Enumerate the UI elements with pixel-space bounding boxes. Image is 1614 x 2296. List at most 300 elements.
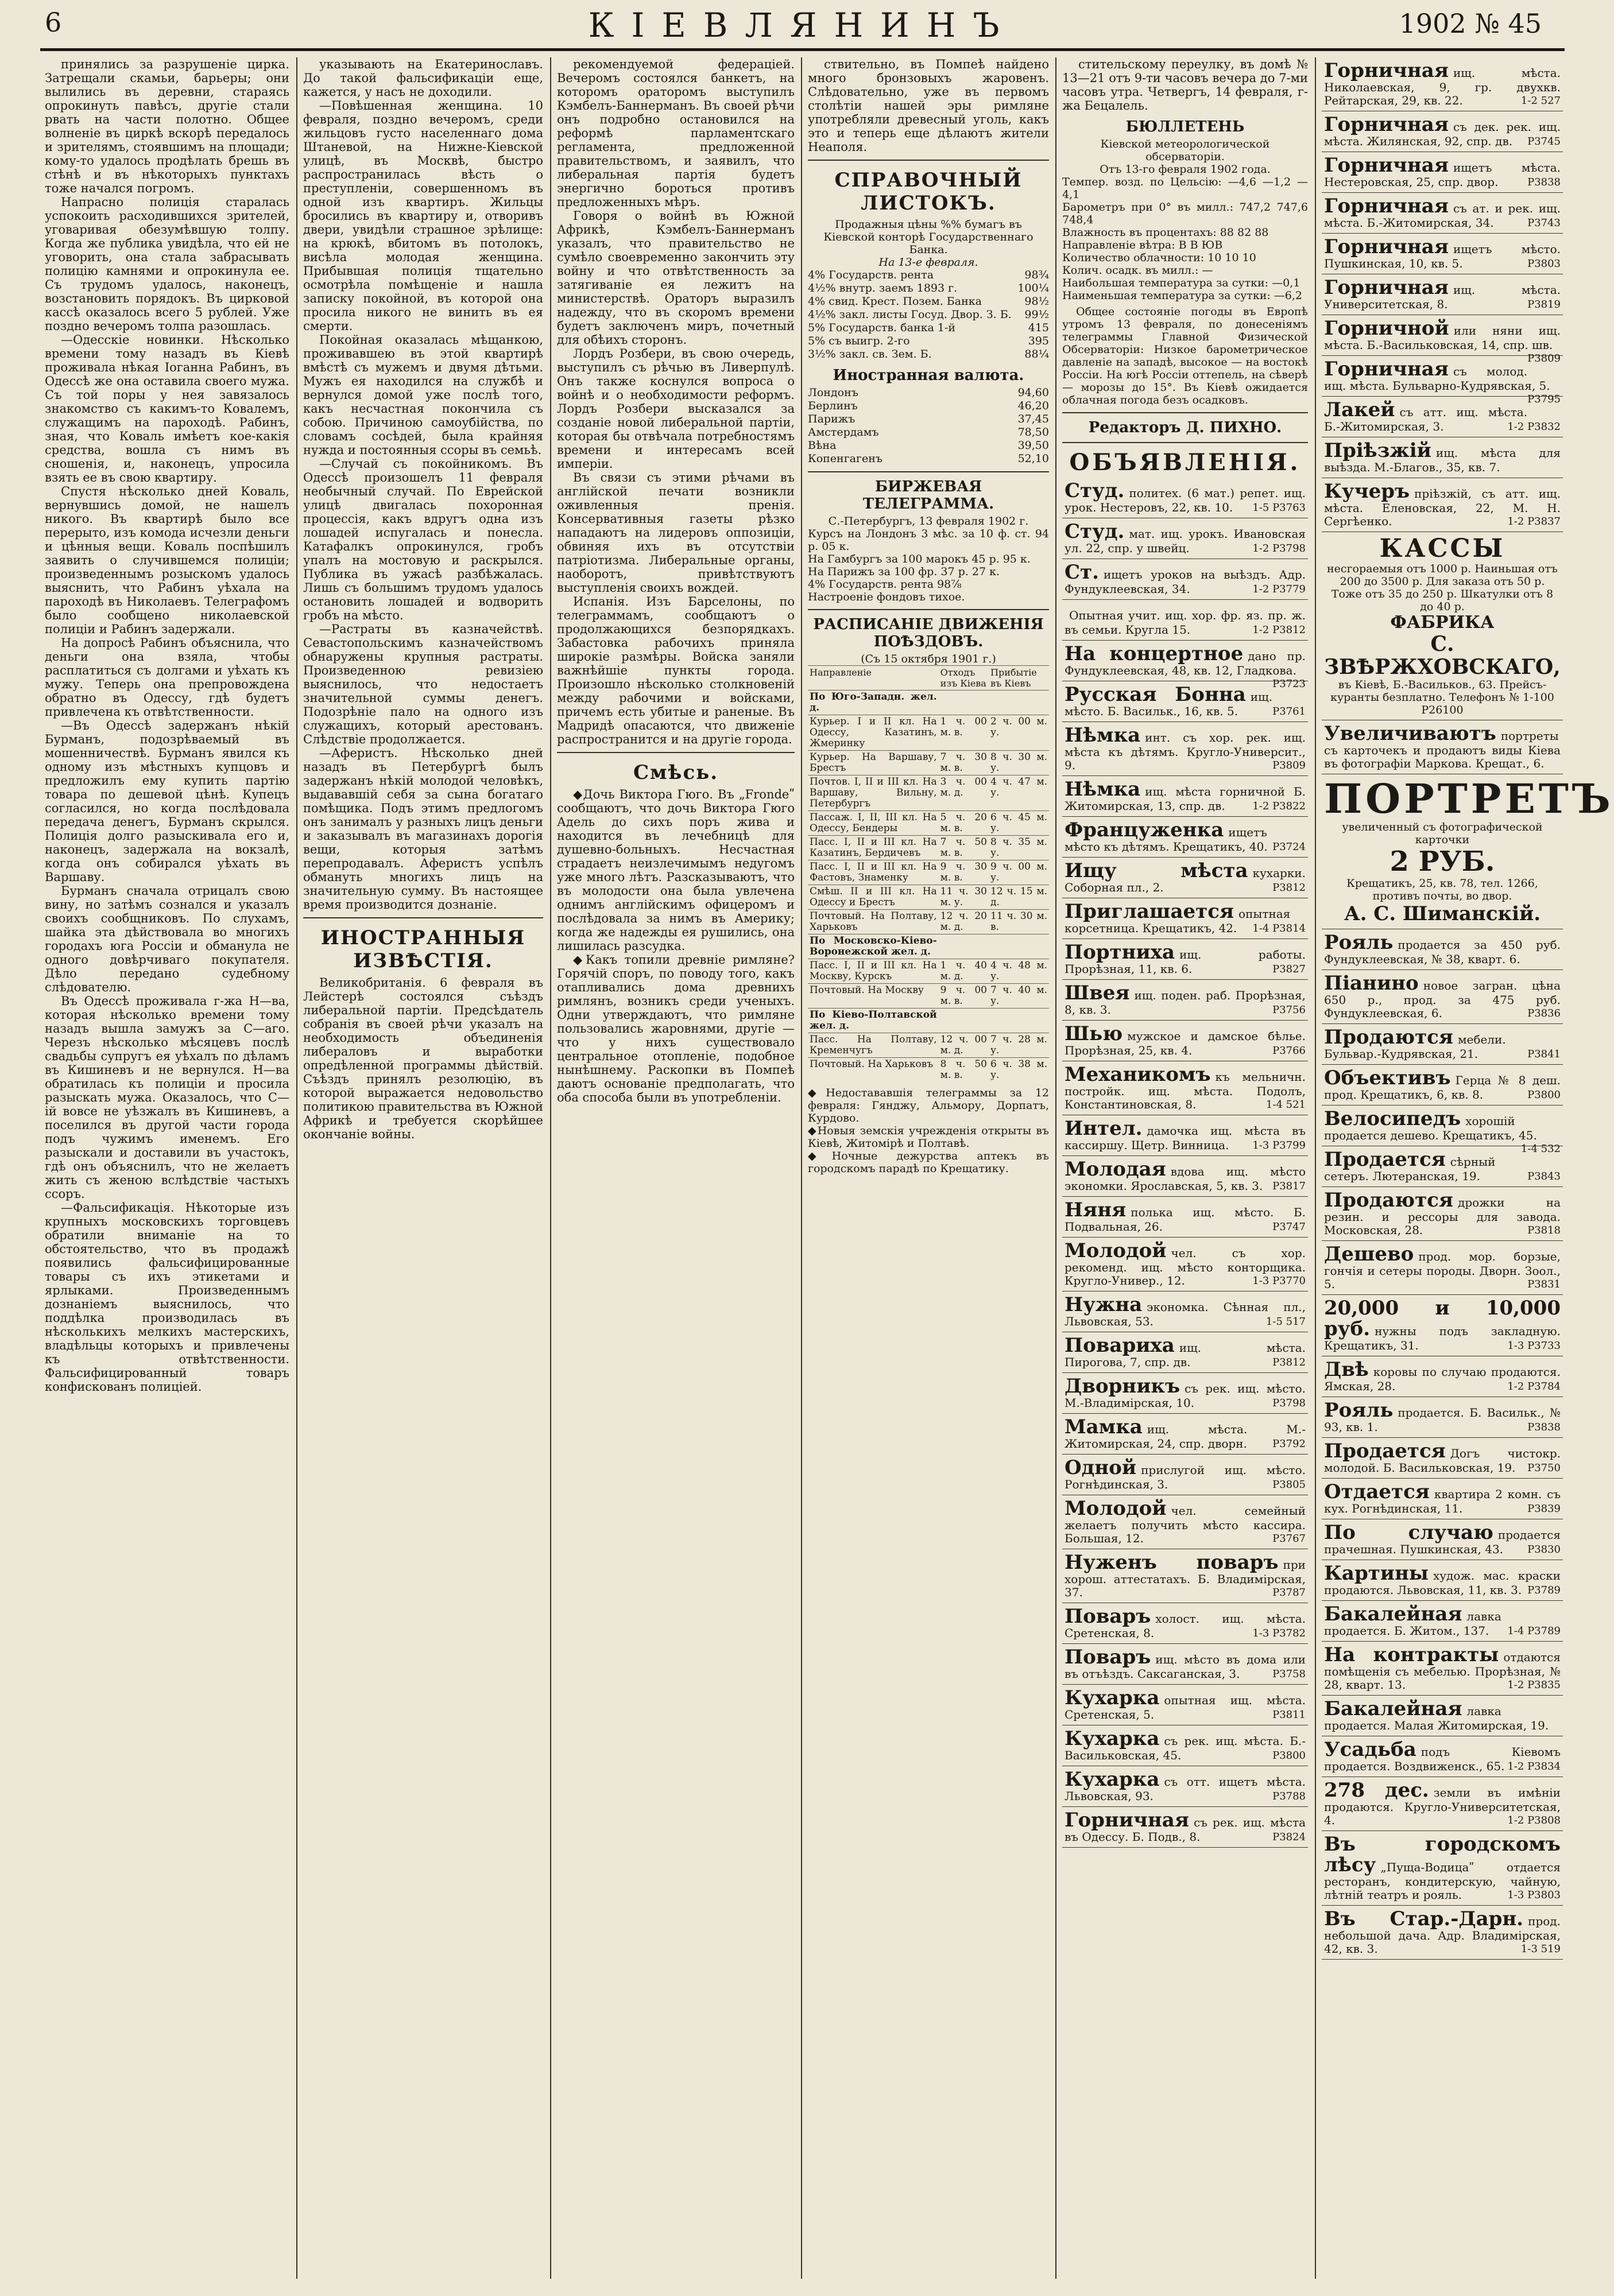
bulletin-heading: БЮЛЛЕТЕНЬ	[1125, 118, 1245, 135]
advertisements-list-top	[1322, 57, 1563, 532]
ad-text: лавка продается. Малая Житомирская, 19.	[1324, 1704, 1549, 1732]
ad-keyword: Продается	[1324, 1148, 1446, 1171]
ad-code: 1-3 519	[1520, 1943, 1561, 1955]
article-paragraph: Испанія. Изъ Барселоны, по телеграммамъ, сообщаютъ о продолжающихся безпорядкахъ. Забастовка рабочихъ приняла широкіе размѣры. Войска заняли важнѣйшіе пункты города. Произошло нѣсколько столкновеній между рабочими и войсками, причемъ есть убитые и раненые. Въ Мадридѣ опасаются, что движеніе распространится и на другіе города.	[557, 595, 795, 746]
ad-keyword: Портниха	[1065, 941, 1175, 964]
ad-keyword: Молодой	[1065, 1239, 1167, 1262]
article-paragraph: —Фальсификація. Нѣкоторые изъ крупныхъ московскихъ торговцевъ обратили вниманіе на то обстоятельство, что въ продажѣ появились фальсифицированные товары съ ихъ этикетами и ярлыками. Произведеннымъ дознаніемъ выяснилось, что поддѣлка производилась въ нѣсколькихъ мелкихъ мастерскихъ, владѣльцы которыхъ и привлечены къ отвѣтственности. Фальсифицированный товаръ конфискованъ полиціей.	[45, 1201, 289, 1394]
note-item: ◆Недостававшія телеграммы за 12 февраля: Гянджу, Альмору, Дорпатъ, Курдово.	[808, 1087, 1049, 1124]
table-cell-route: Пасс. І, ІІ и ІІІ кл. На Казатинъ, Бердичевъ	[808, 836, 939, 860]
ad-keyword: Объективъ	[1324, 1066, 1451, 1089]
ad-keyword: Горничной	[1324, 317, 1449, 340]
table-row	[808, 934, 1049, 959]
advertisement	[1322, 315, 1563, 364]
table-cell-route: Пасс. І, ІІ и ІІІ кл. На Фастовъ, Знаменку	[808, 860, 939, 885]
ad-code: 1-2 P3784	[1507, 1380, 1561, 1393]
ad-code: P3800	[1527, 1089, 1561, 1101]
ad-code: P3824	[1272, 1831, 1306, 1843]
bulletin-lines	[1062, 176, 1308, 302]
ad-code: 1-4 521	[1265, 1099, 1306, 1111]
column-5	[1062, 57, 1308, 2285]
safes-advertisement	[1322, 532, 1563, 720]
table-row	[808, 885, 1049, 910]
bulletin-line: Наибольшая температура за сутки: —0,1	[1062, 277, 1301, 289]
ad-text: новое загран. цѣна 650 р., прод. за 475 руб. Фундуклеевская, 6.	[1324, 979, 1561, 1020]
ad-text: прод. мор. борзые, гончія и сетеры породы. Дворн. Зоол., 5.	[1324, 1250, 1561, 1291]
advertisement	[1322, 437, 1563, 478]
ad-code: 1-2 527	[1520, 95, 1561, 107]
ad-text: чел. съ хор. рекоменд. ищ. мѣсто конторщика. Кругло-Универ., 12.	[1065, 1246, 1306, 1287]
advertisement	[1062, 1603, 1308, 1644]
column-4-articles	[808, 57, 1049, 154]
ad-text: съ рек. ищ. мѣсто. М.-Владимірская, 10.	[1065, 1382, 1306, 1410]
reference-subheading: Продажныя цѣны %% бумагъ въ Кіевской конторѣ Государственнаго Банка.	[823, 218, 1034, 256]
rate-value: 37,45	[1017, 413, 1049, 425]
advertisement	[1322, 1642, 1563, 1696]
advertisement	[1322, 1065, 1563, 1106]
bulletin-line: Наименьшая температура за сутки: —6,2	[1062, 289, 1303, 302]
ad-code: 1-2 P3798	[1252, 542, 1306, 554]
advertisement	[1322, 1356, 1563, 1397]
exchange-heading: БИРЖЕВАЯ ТЕЛЕГРАММА.	[862, 478, 994, 513]
bulletin-line: Влажность въ процентахъ: 88 82 88	[1062, 226, 1269, 239]
ad-keyword: Француженка	[1065, 819, 1224, 841]
ad-keyword: На контракты	[1324, 1643, 1499, 1666]
article-paragraph: рекомендуемой федераціей. Вечеромъ состоялся банкетъ, на которомъ ораторомъ выступилъ Кэмбелъ-Баннерманъ. Въ своей рѣчи онъ подробно остановился на реформѣ парламентскаго регламента, предложенной правительствомъ, и заявилъ, что либеральная партія будетъ энергично бороться противъ предложенныхъ мѣръ.	[557, 57, 795, 209]
issue-number: 1902 № 45	[1399, 8, 1542, 39]
advertisement	[1062, 980, 1308, 1021]
table-cell-route: Почтовый. На Полтаву, Харьковъ	[808, 910, 939, 934]
safes-text: несгораемыя отъ 1000 р. Наиньшая отъ 200 до 3500 р. Для заказа отъ 50 р. Тоже отъ 35 до 250 р. Шкатулки отъ 8 до 40 р.	[1327, 563, 1558, 613]
ad-code: P3839	[1527, 1503, 1561, 1515]
portrait-text: увеличенный съ фотографической карточки	[1342, 821, 1543, 846]
portrait-title: ПОРТРЕТЪ	[1324, 775, 1614, 823]
article-paragraph: —Случай съ покойникомъ. Въ Одессѣ произошелъ 11 февраля необычный случай. По Еврейской улицѣ двигалась похоронная процессія, какъ вдругъ одна изъ лошадей испугалась и понесла. Катафалкъ опрокинулся, гробъ упалъ на мостовую и раскрылся. Публика въ ужасѣ разбѣжалась. Лишь съ большимъ трудомъ удалось остановить лошадей и водворить гробъ на мѣсто.	[303, 457, 543, 622]
advertisement	[1322, 152, 1563, 193]
ad-keyword: Горничная	[1324, 59, 1449, 82]
advertisement	[1062, 478, 1308, 518]
article-paragraph: ◆Какъ топили древніе римляне? Горячій споръ, по поводу того, какъ отапливались дома древнихъ римлянъ, возникъ среди ученыхъ. Одни утверждаютъ, что римляне пользовались жаровнями, другіе — что у нихъ существовало центральное отопленіе, подобное нынѣшнему. Раскопки въ Помпеѣ даютъ основаніе предполагать, что оба способа были въ употребленіи.	[557, 953, 795, 1104]
foreign-news-heading: ИНОСТРАННЫЯ ИЗВѢСТІЯ.	[320, 926, 526, 972]
masthead-title: КІЕВЛЯНИНЪ	[588, 6, 1017, 45]
ad-text: инт. съ хор. рек. ищ. мѣста къ дѣтямъ. Кругло-Университ., 9.	[1065, 731, 1306, 772]
table-cell-route: Пасс. На Полтаву, Кременчугъ	[808, 1033, 939, 1058]
rate-row	[808, 413, 1049, 426]
table-cell-dep: 9 ч. 30 м. в.	[939, 860, 989, 885]
rate-name: Вѣна	[808, 439, 837, 452]
ad-code: P3756	[1272, 1004, 1306, 1016]
ad-text: ищ. мѣсто. Б. Васильк., 16, кв. 5.	[1065, 690, 1273, 718]
miscellany-heading: Смѣсь.	[633, 761, 719, 784]
bulletin-line: Направленіе вѣтра: В В ЮВ	[1062, 239, 1223, 251]
ad-code: 1-3 P3733	[1507, 1340, 1561, 1352]
advertisement	[1322, 1438, 1563, 1479]
table-cell-arr: 12 ч. 15 м. д.	[989, 885, 1049, 910]
reference-heading: СПРАВОЧНЫЙ ЛИСТОКЪ.	[834, 169, 1023, 215]
ad-text: чел. семейный желаетъ получить мѣсто кассира. Большая, 12.	[1065, 1504, 1306, 1545]
rate-value: 39,50	[1017, 439, 1049, 452]
rate-name: 5% Государств. банка 1-й	[808, 321, 955, 334]
exchange-line: Настроеніе фондовъ тихое.	[808, 591, 965, 603]
article-paragraph: —Растраты въ казначействѣ. Севастопольскимъ казначействомъ обнаружены крупныя растраты. Произведенною ревизіею выяснилось, что недостаетъ значительной суммы денегъ. Подозрѣніе пало на одного изъ служащихъ, который арестованъ. Слѣдствіе продолжается.	[303, 622, 543, 746]
rate-row	[808, 452, 1049, 466]
table-header: Отходъ изъ Кіева	[939, 666, 989, 691]
table-cell-arr: 4 ч. 47 м. у.	[989, 775, 1049, 811]
column-separator	[550, 57, 551, 2279]
ad-keyword: Ст.	[1065, 561, 1099, 584]
ad-keyword: Нужна	[1065, 1293, 1143, 1316]
exchange-lines	[808, 528, 1049, 603]
article-paragraph: Бурманъ сначала отрицалъ свою вину, но затѣмъ сознался и указалъ своихъ сообщниковъ. По слухамъ, шайка эта дѣйствовала во многихъ городахъ юга Россіи и обманула не одного довѣрчиваго покупателя. Дѣло передано судебному слѣдователю.	[45, 884, 289, 994]
advertisement	[1062, 1725, 1308, 1766]
article-paragraph: Спустя нѣсколько дней Коваль, вернувшись домой, не нашелъ никого. Въ квартирѣ было все перерыто, изъ комода исчезли деньги и цѣнныя вещи. Коваль поспѣшилъ заявить о случившемся полиціи; произведеннымъ розыскомъ удалось выяснить, что Рабинъ уѣхала на пароходѣ въ Николаевъ. Телеграфомъ было сообщено николаевской полиціи и Рабинъ задержали.	[45, 484, 289, 636]
ad-keyword: Интел.	[1065, 1117, 1143, 1140]
ad-text: опытная ищ. мѣста. Сретенская, 5.	[1065, 1693, 1306, 1721]
advertisement	[1322, 478, 1563, 532]
exchange-line: 4% Государств. рента 98⅞	[808, 578, 962, 591]
table-cell-route: По Московско-Кіево-Воронежской жел. д.	[808, 934, 939, 959]
ad-text: мебели. Бульвар.-Кудрявская, 21.	[1324, 1033, 1506, 1061]
rate-value: 46,20	[1017, 400, 1049, 412]
advertisement	[1062, 1455, 1308, 1495]
ad-code: 1-2 P3812	[1252, 624, 1306, 636]
table-cell-arr: 7 ч. 28 м. у.	[989, 1033, 1049, 1058]
bulletin-date: Отъ 13-го февраля 1902 года.	[1100, 163, 1271, 176]
advertisement	[1062, 817, 1308, 858]
table-cell-route: Курьер. На Варшаву, Брестъ	[808, 751, 939, 775]
ad-text: холост. ищ. мѣста. Сретенская, 8.	[1065, 1612, 1306, 1640]
column-2-articles	[303, 57, 543, 912]
note-item: ◆Новыя земскія учрежденія открыты въ Кіевѣ, Житомірѣ и Полтавѣ.	[808, 1124, 1049, 1150]
advertisement	[1062, 1156, 1308, 1197]
ad-keyword: По случаю	[1324, 1521, 1493, 1544]
advertisement	[1062, 559, 1308, 600]
advertisement	[1322, 1479, 1563, 1519]
ad-code: P3841	[1527, 1048, 1561, 1060]
ad-code: P3843	[1527, 1170, 1561, 1182]
ad-text: съ дек. рек. ищ. мѣста. Жилянская, 92, спр. дв.	[1324, 120, 1561, 148]
ad-keyword: Кухарка	[1065, 1686, 1160, 1709]
table-cell-arr: 11 ч. 30 м. в.	[989, 910, 1049, 934]
divider	[808, 471, 1049, 472]
rate-row	[808, 295, 1049, 308]
advertisement	[1062, 776, 1308, 817]
ad-text: съ ат. и рек. ищ. мѣста. Б.-Житомирская, 34.	[1324, 201, 1561, 230]
ad-code: P3812	[1272, 1356, 1306, 1368]
ad-text: съ рек. ищ. мѣста. Б.-Васильковская, 45.	[1065, 1734, 1306, 1762]
ad-text: ищетъ уроков на выѣздъ. Адр. Фундуклеевская, 34.	[1065, 568, 1306, 596]
ad-text: прислугой ищ. мѣсто. Рогнѣдинская, 3.	[1065, 1463, 1306, 1491]
bulletin-line: Темпер. возд. по Цельсію: —4,6 —1,2 —4,1	[1062, 176, 1308, 201]
article-paragraph: —Повѣшенная женщина. 10 февраля, поздно вечеромъ, среди жильцовъ густо населеннаго дома Штаневой, на Нижне-Кіевской улицѣ, въ Москвѣ, быстро распространилась вѣсть о преступленіи, совершенномъ въ одной изъ квартиръ. Жильцы бросились въ квартиру и, отворивъ двери, увидѣли страшное зрѣлище: на крюкѣ, вбитомъ въ потолокъ, висѣла молодая женщина. Прибывшая полиція тщательно осмотрѣла помѣщеніе и нашла записку покойной, въ которой она просила никого не винить въ ея смерти.	[303, 99, 543, 333]
ad-code: P3743	[1527, 217, 1561, 229]
train-schedule-heading: РАСПИСАНІЕ ДВИЖЕНІЯ ПОѢЗДОВЪ.	[813, 616, 1044, 650]
rate-value: 100¼	[1017, 282, 1049, 294]
ad-text: полька ищ. мѣсто. Б. Подвальная, 26.	[1065, 1205, 1306, 1234]
ad-keyword: Горничная	[1324, 195, 1449, 218]
ad-text: Опытная учит. ищ. хор. фр. яз. пр. ж. въ семьи. Кругла 15.	[1065, 608, 1306, 637]
column-separator	[296, 57, 297, 2279]
divider	[1062, 442, 1308, 443]
ad-keyword: Продается	[1324, 1440, 1446, 1463]
note-item: ◆Ночные дежурства аптекъ въ городскомъ парадѣ по Крещатику.	[808, 1150, 1049, 1175]
advertisement	[1322, 111, 1563, 152]
ad-keyword: Рояль	[1324, 931, 1394, 954]
ad-code: P3724	[1272, 841, 1306, 853]
ad-code: 1-5 P3763	[1252, 502, 1306, 514]
rate-name: 3½% закл. св. Зем. Б.	[808, 348, 932, 360]
ad-keyword: Поваръ	[1065, 1646, 1151, 1669]
ad-text: „Пуща-Водицаʺ отдается ресторанъ, кондитерскую, чайную, лѣтній театръ и рояль.	[1324, 1860, 1561, 1902]
bulletin-line: Колич. осадк. въ милл.: —	[1062, 264, 1213, 277]
ad-code: P3800	[1272, 1750, 1306, 1762]
table-cell-route: Пассаж. І, ІІ, ІІІ кл. На Одессу, Бендеры	[808, 811, 939, 836]
ad-text: коровы по случаю продаются. Ямская, 28.	[1324, 1365, 1561, 1393]
ad-keyword: Двѣ	[1324, 1358, 1369, 1381]
ad-code: P3761	[1272, 705, 1306, 718]
rate-name: 5% съ выигр. 2-го	[808, 335, 910, 347]
ad-code: 1-2 P3822	[1252, 800, 1306, 812]
advertisement	[1322, 274, 1563, 315]
advertisement	[1062, 681, 1308, 722]
ad-code: P3798	[1272, 1397, 1306, 1409]
page-number: 6	[45, 7, 62, 38]
table-cell-route: Почтовый. На Харьковъ	[808, 1058, 939, 1083]
ad-code: P3811	[1272, 1709, 1306, 1721]
advertisement	[1322, 1777, 1563, 1831]
ad-code: 1-3 P3803	[1507, 1889, 1561, 1901]
ad-keyword: Отдается	[1324, 1480, 1430, 1503]
article-paragraph: принялись за разрушеніе цирка. Затрещали скамьи, барьеры; они вылились въ деревни, стараясь опрокинуть павѣсъ, другіе стали рвать на части полотно. Общее волненіе въ циркѣ вскорѣ передалось и зрителямъ, стоявшимъ на площади; кому-то удалось продѣлать брешь въ стѣнѣ и въ нѣкоторыхъ пунктахъ тоже начался погромъ.	[45, 57, 289, 195]
factory-address: въ Кіевѣ, Б.-Васильков., 63. Прейсъ-куранты безплатно. Телефонъ № 1-100 P26100	[1330, 678, 1554, 716]
ad-keyword: Горничная	[1324, 358, 1449, 381]
ad-text: земли въ имѣніи продаются. Кругло-Университетская, 4.	[1324, 1786, 1561, 1827]
article-paragraph: Напрасно полиція старалась успокоить расходившихся зрителей, уговаривая обезумѣвшую толпу. Когда же публика увидѣла, что ей не уговорить, она стала забрасывать полицію камнями и опрокинула ее. Съ трудомъ удалось, наконецъ, возстановить порядокъ. Въ цирковой кассѣ оказалось всего 5 рублей. Уже поздно вечеромъ толпа разошлась.	[45, 195, 289, 333]
rate-value: 98¾	[1024, 269, 1049, 281]
column-3-articles	[557, 57, 795, 746]
miscellany-articles	[557, 788, 795, 1104]
bulletin-line: Барометръ при 0° въ милл.: 747,2 747,6 748,4	[1062, 201, 1308, 226]
notes-list	[808, 1087, 1049, 1175]
advertisement	[1322, 1106, 1563, 1155]
ad-text: дано пр. Фундуклеевская, 48, кв. 12, Гладкова.	[1065, 649, 1306, 677]
column-separator	[801, 57, 802, 2279]
ad-code: P3758	[1272, 1668, 1306, 1680]
advertisement	[1322, 929, 1563, 970]
article-paragraph: Покойная оказалась мѣщанкою, проживавшею въ этой квартирѣ вмѣстѣ съ мужемъ и двумя дѣтьми. Мужъ ея находился на службѣ и вернулся домой уже послѣ того, какъ несчастная покончила съ собою. Причиною самоубійства, по словамъ сосѣдей, была крайняя нужда и постоянныя ссоры въ семьѣ.	[303, 333, 543, 457]
advertisement	[1062, 1766, 1308, 1807]
train-schedule-subheading: (Съ 15 октября 1901 г.)	[861, 653, 996, 665]
advertisement	[1322, 234, 1563, 274]
column-separator	[1315, 57, 1316, 2279]
ad-code: 1-2 P3834	[1507, 1760, 1561, 1773]
rate-value: 395	[1028, 335, 1049, 347]
table-row	[808, 691, 1049, 715]
rate-row	[808, 348, 1049, 361]
ad-keyword: Няня	[1065, 1199, 1127, 1221]
table-cell-dep: 9 ч. 00 м. в.	[939, 984, 989, 1009]
ad-code: 1-4 532	[1520, 1143, 1561, 1155]
divider	[808, 160, 1049, 161]
ad-code: P3767	[1272, 1533, 1306, 1545]
foreign-news-articles	[303, 976, 543, 1141]
advertisement	[1322, 57, 1563, 111]
rate-row	[808, 282, 1049, 295]
advertisement	[1062, 518, 1308, 559]
article-paragraph: указывають на Екатеринославъ. До такой фальсификаціи еще, кажется, у насъ не доходили.	[303, 57, 543, 99]
table-cell-arr: 4 ч. 48 м. у.	[989, 959, 1049, 984]
ad-text: худож. мас. краски продаются. Львовская, 11, кв. 3.	[1324, 1569, 1561, 1597]
rate-name: Парижъ	[808, 413, 856, 425]
ad-keyword: 20,000 и 10,000 руб.	[1324, 1297, 1561, 1340]
table-cell-dep	[939, 934, 989, 959]
article-paragraph: ◆Дочь Виктора Гюго. Въ „Frondeʺ сообщаютъ, что дочь Виктора Гюго Адель до сихъ поръ жива и находится въ лечебницѣ для душевно-больныхъ. Несчастная страдаетъ неизлечимымъ недугомъ уже много лѣтъ. Разсказываютъ, что въ молодости она была увлечена однимъ англійскимъ офицеромъ и послѣдовала за нимъ въ Америку; когда же надежды ея рушились, она лишилась разсудка.	[557, 788, 795, 953]
table-cell-arr	[989, 934, 1049, 959]
rate-row	[808, 308, 1049, 321]
ad-text: съ отт. ищетъ мѣста. Львовская, 93.	[1065, 1775, 1306, 1803]
ad-keyword: Велосипедъ	[1324, 1107, 1461, 1130]
ad-text: при хорош. аттестатахъ. Б. Владимірская, 37.	[1065, 1558, 1306, 1599]
advertisements-list	[1062, 478, 1308, 1848]
piano-maker-name: А. С. Шиманскій.	[1344, 902, 1541, 925]
ad-text: ищетъ мѣсто. Пушкинская, 10, кв. 5.	[1324, 242, 1561, 270]
rate-value: 78,50	[1017, 426, 1049, 439]
factory-title: ФАБРИКА	[1390, 612, 1495, 633]
table-cell-route: Почтов. І, ІІ и ІІІ кл. На Варшаву, Вильну, Петербургъ	[808, 775, 939, 811]
table-cell-dep	[939, 1009, 989, 1033]
divider	[1062, 412, 1308, 413]
ad-text: продается за 450 руб. Фундуклеевская, № 38, кварт. 6.	[1324, 938, 1561, 966]
column-4	[808, 57, 1049, 2285]
rate-name: 4% Государств. рента	[808, 269, 934, 281]
table-row	[808, 751, 1049, 775]
ad-code: P3809	[1272, 759, 1306, 771]
table-cell-dep: 5 ч. 20 м. в.	[939, 811, 989, 836]
ad-code: P3795	[1527, 393, 1561, 405]
ad-keyword: 278 дес.	[1324, 1779, 1429, 1802]
portrait-address: Крещатикъ, 25, кв. 78, тел. 1266, противъ почты, во двор.	[1346, 877, 1538, 902]
advertisement	[1062, 1807, 1308, 1848]
ad-code: 1-2 P3835	[1507, 1679, 1561, 1691]
table-cell-dep	[939, 691, 989, 715]
ad-keyword: Нуженъ поваръ	[1065, 1551, 1279, 1574]
currency-rates-list	[808, 386, 1049, 466]
advertisement	[1062, 641, 1308, 690]
advertisements-heading: ОБЪЯВЛЕНІЯ.	[1069, 449, 1301, 476]
table-cell-arr: 8 ч. 35 м. у.	[989, 836, 1049, 860]
ad-code: P3803	[1527, 258, 1561, 270]
ad-text: лавка продается. Б. Житом., 137.	[1324, 1609, 1501, 1638]
column-1-articles	[45, 57, 289, 1394]
rate-row	[808, 386, 1049, 400]
rate-name: Копенгагенъ	[808, 452, 883, 465]
ad-text: ищ. мѣста. М.-Житомирская, 24, спр. дворн.	[1065, 1422, 1306, 1450]
ad-code: 1-5 517	[1265, 1316, 1306, 1328]
table-cell-arr: 2 ч. 00 м. у.	[989, 715, 1049, 751]
ad-code: P3838	[1527, 1421, 1561, 1433]
ad-text: ищ. мѣста. Пирогова, 7, спр. дв.	[1065, 1341, 1306, 1369]
ad-keyword: Кухарка	[1065, 1727, 1160, 1750]
article-paragraph: Говоря о войнѣ въ Южной Африкѣ, Кэмбелъ-Баннерманъ указалъ, что правительство не сумѣло своевременно закончить эту войну и что отвѣтственность за затягиваніе ея лежитъ на министерствѣ. Ораторъ выразилъ надежду, что въ скоромъ времени будетъ заключенъ миръ, почетный для обѣихъ сторонъ.	[557, 209, 795, 347]
ad-keyword: Механикомъ	[1065, 1063, 1211, 1086]
advertisement	[1322, 970, 1563, 1024]
ad-keyword: Нѣмка	[1065, 724, 1141, 747]
ad-text: квартира 2 комн. съ кух. Рогнѣдинская, 11.	[1324, 1487, 1561, 1515]
ad-code: 1-3 P3782	[1252, 1627, 1306, 1639]
table-cell-dep: 7 ч. 50 м. в.	[939, 836, 989, 860]
table-header: Направленіе	[808, 666, 939, 691]
rate-value: 94,60	[1017, 386, 1049, 399]
advertisement	[1322, 1831, 1563, 1906]
ad-text: съ молод. ищ. мѣста. Бульварно-Кудрявская, 5.	[1324, 364, 1550, 393]
ad-code: P3747	[1272, 1221, 1306, 1233]
advertisement	[1322, 1241, 1563, 1295]
ad-keyword: Увеличиваютъ	[1324, 722, 1496, 745]
advertisement	[1062, 1495, 1308, 1549]
ad-code: P3819	[1527, 298, 1561, 311]
advertisement	[1062, 898, 1308, 939]
advertisement	[1322, 1560, 1563, 1601]
rate-name: Лондонъ	[808, 386, 858, 399]
advertisement	[1062, 1292, 1308, 1332]
ad-code: P3836	[1527, 1007, 1561, 1019]
rate-row	[808, 426, 1049, 439]
advertisement	[1322, 1906, 1563, 1960]
table-cell-arr: 6 ч. 38 м. у.	[989, 1058, 1049, 1083]
ad-keyword: Молодой	[1065, 1497, 1167, 1520]
table-row	[808, 1033, 1049, 1058]
table-cell-dep: 1 ч. 00 м. в.	[939, 715, 989, 751]
table-cell-arr	[989, 691, 1049, 715]
column-3	[557, 57, 795, 2285]
ad-text: портреты съ карточекъ и продаютъ виды Кіева въ фотографіи Маркова. Крещат., 6.	[1324, 729, 1561, 770]
ad-keyword: Бакалейная	[1324, 1603, 1462, 1626]
ad-code: P3788	[1272, 1790, 1306, 1802]
table-cell-arr: 6 ч. 45 м. у.	[989, 811, 1049, 836]
advertisement	[1062, 1414, 1308, 1455]
ad-text: съ атт. ищ. мѣста. Б.-Житомирская, 3.	[1324, 405, 1528, 433]
ad-text: мужское и дамское бѣлье. Прорѣзная, 25, кв. 4.	[1065, 1029, 1306, 1057]
ad-keyword: Горничная	[1324, 235, 1449, 258]
ad-text: Догъ чистокр. молодой. Б. Васильковская, 19.	[1324, 1446, 1561, 1475]
ad-keyword: Одной	[1065, 1456, 1137, 1479]
ad-text: продается. Б. Васильк., № 93, кв. 1.	[1324, 1406, 1561, 1434]
divider	[303, 917, 543, 918]
ad-code: P3750	[1527, 1462, 1561, 1474]
ad-keyword: Дворникъ	[1065, 1375, 1180, 1398]
ad-text: ищетъ мѣсто къ дѣтямъ. Крещатикъ, 40.	[1065, 825, 1268, 854]
advertisement	[1062, 1115, 1308, 1156]
ad-keyword: Продаются	[1324, 1026, 1454, 1049]
portrait-advertisement	[1322, 774, 1614, 929]
table-cell-dep: 11 ч. 30 м. у.	[939, 885, 989, 910]
table-row	[808, 1009, 1049, 1033]
photo-enlarge-advertisement	[1322, 720, 1563, 774]
ad-text: или няни ищ. мѣста. Б.-Васильковская, 14, спр. шв.	[1324, 324, 1561, 352]
advertisement	[1322, 356, 1563, 405]
article-paragraph: —Въ Одессѣ задержанъ нѣкій Бурманъ, подозрѣваемый въ мошенничествѣ. Бурманъ явился къ одному изъ мѣстныхъ купцовъ и предложилъ ему купить партію товара по дешевой цѣнѣ. Купецъ согласился, но когда послѣдовала передача денегъ, Бурманъ скрылся. Полиція долго разыскивала его и, наконецъ, задержала на вокзалѣ, когда онъ собирался уѣхать въ Варшаву.	[45, 719, 289, 884]
ad-keyword: Студ.	[1065, 479, 1125, 502]
article-paragraph: Въ Одессѣ проживала г-жа Н—ва, которая нѣсколько времени тому назадъ вышла замужъ за С—аго. Черезъ нѣсколько мѣсяцевъ послѣ свадьбы супругъ ея уѣхалъ по дѣламъ въ Кишиневъ и не вернулся. Н—ва обратилась къ полиціи и просила разыскать мужа. Оказалось, что С—ій вовсе не уѣзжалъ въ Кишиневъ, а поселился въ другой части города подъ чужимъ именемъ. Его разыскали и доставили въ участокъ, гдѣ онъ объяснилъ, что не желаетъ жить съ женою вслѣдствіе частыхъ ссоръ.	[45, 994, 289, 1201]
portrait-price: 2 РУБ.	[1389, 846, 1495, 878]
ad-keyword: Горничная	[1324, 113, 1449, 136]
weather-paragraph: Общее состояніе погоды въ Европѣ утромъ 13 февраля, по донесеніямъ телеграммы Главной Физической Обсерваторіи: Низкое барометрическое давленіе на западѣ, высокое — на востокѣ Россіи. На югѣ Россіи оттепель, на сѣверѣ — морозы до 15°. Въ Кіевѣ ожидается облачная погода безъ осадковъ.	[1062, 305, 1308, 406]
rate-name: 4½% внутр. заемъ 1893 г.	[808, 282, 958, 294]
advertisement	[1062, 600, 1308, 641]
ad-code: 1-2 P3832	[1507, 421, 1561, 433]
advertisement	[1062, 1373, 1308, 1414]
ad-code: P3812	[1272, 882, 1306, 894]
